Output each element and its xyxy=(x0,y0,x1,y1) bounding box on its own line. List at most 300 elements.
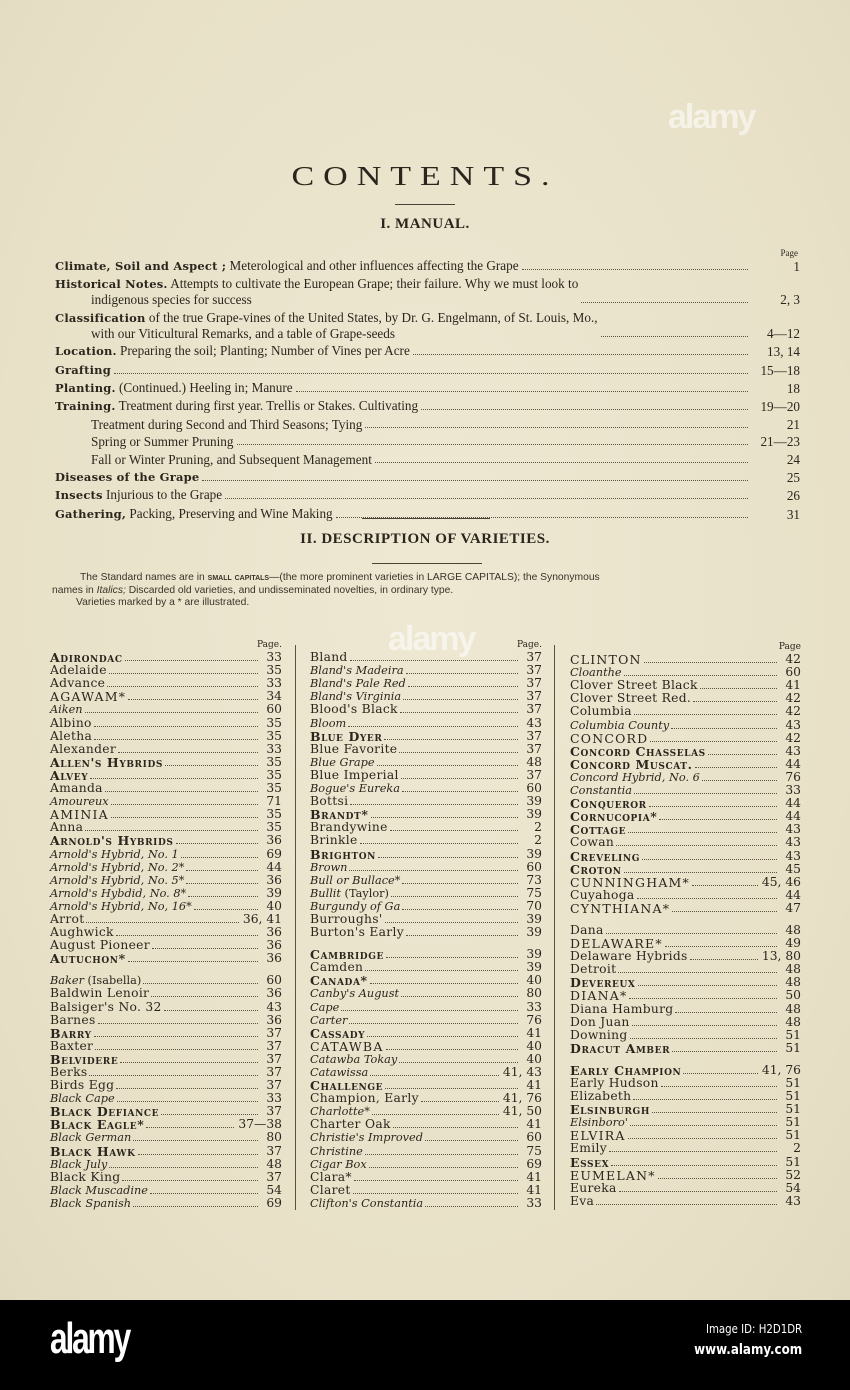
variety-name-text: Adelaide xyxy=(50,663,107,678)
variety-entry xyxy=(310,1118,542,1131)
variety-entry xyxy=(570,1103,801,1116)
variety-name-text: Concord Hybrid, No. 6 xyxy=(570,770,700,784)
variety-entry xyxy=(570,745,801,758)
variety-name xyxy=(310,987,399,1000)
variety-name xyxy=(570,732,648,745)
variety-name-suffix: (Taylor) xyxy=(340,886,389,900)
variety-name xyxy=(570,1116,628,1129)
dot-leader xyxy=(672,1051,777,1052)
dot-leader xyxy=(606,933,777,934)
toc-entry-page: 24 xyxy=(786,451,800,467)
variety-name xyxy=(570,1064,681,1077)
variety-entry xyxy=(50,847,282,860)
variety-name-text: Brandt* xyxy=(310,807,369,823)
variety-name xyxy=(50,861,184,874)
variety-page: 44 xyxy=(785,809,801,824)
variety-page: 41, 43 xyxy=(502,1065,542,1079)
variety-entry xyxy=(50,756,282,769)
variety-entry xyxy=(310,795,542,808)
variety-entry xyxy=(310,1171,542,1184)
variety-name-text: Black Cape xyxy=(50,1092,115,1106)
variety-name xyxy=(570,1142,607,1155)
variety-name-text: DELAWARE* xyxy=(570,936,663,952)
variety-entry xyxy=(570,771,801,784)
dot-leader xyxy=(150,1193,258,1194)
variety-name xyxy=(50,1197,131,1210)
variety-name xyxy=(50,703,83,716)
variety-name-text: Balsiger's No. 32 xyxy=(50,999,162,1014)
variety-entry xyxy=(50,974,282,987)
variety-page: 33 xyxy=(785,783,801,798)
variety-entry xyxy=(310,1014,542,1027)
variety-entry xyxy=(310,1131,542,1144)
variety-entry xyxy=(310,961,542,974)
variety-entry xyxy=(50,821,282,834)
dot-leader xyxy=(665,946,777,947)
toc-entry-text xyxy=(55,362,111,378)
toc-entry xyxy=(55,434,800,449)
variety-page: 73 xyxy=(526,872,542,887)
intro-text: small capitals xyxy=(207,572,270,583)
toc-entry-lead: Insects xyxy=(55,488,103,503)
variety-page: 41, 50 xyxy=(502,1104,542,1119)
intro-text: Varieties marked by a * are illustrated. xyxy=(76,597,250,608)
variety-page: 71 xyxy=(266,794,282,809)
variety-page: 51 xyxy=(785,1089,801,1104)
variety-page: 37 xyxy=(266,1051,282,1066)
variety-page: 50 xyxy=(785,988,801,1003)
dot-leader xyxy=(375,462,748,463)
variety-page: 52 xyxy=(785,1167,801,1182)
variety-page: 70 xyxy=(526,898,542,913)
dot-leader xyxy=(658,1178,777,1179)
toc-entry-desc: Meterological and other influences affecting the Grape xyxy=(226,258,519,273)
variety-name xyxy=(310,769,399,782)
variety-entry xyxy=(50,887,282,900)
variety-entry xyxy=(50,1171,282,1184)
dot-leader xyxy=(384,739,518,740)
dot-leader xyxy=(85,830,258,831)
variety-page: 51 xyxy=(785,1115,801,1130)
variety-name xyxy=(50,913,84,926)
variety-entry xyxy=(570,937,801,950)
column-divider xyxy=(295,645,296,1210)
toc-entry-page: 26 xyxy=(786,488,800,504)
variety-page: 43 xyxy=(785,1193,801,1208)
variety-name xyxy=(50,874,184,887)
dot-leader xyxy=(161,1114,258,1115)
variety-name xyxy=(310,756,375,769)
variety-entry xyxy=(50,808,282,821)
variety-page: 60 xyxy=(266,973,282,988)
variety-name-text: Early Champion xyxy=(570,1062,682,1078)
variety-name xyxy=(310,1158,367,1171)
variety-page: 2 xyxy=(793,1141,801,1156)
variety-name xyxy=(310,1079,383,1092)
variety-page: 37 xyxy=(526,663,542,678)
toc-entry-page: 25 xyxy=(786,469,800,485)
dot-leader xyxy=(402,791,518,792)
variety-name xyxy=(310,1105,370,1118)
variety-name-text: Arnold's Hybrid, No. 5* xyxy=(50,873,185,887)
dot-leader xyxy=(619,1191,777,1192)
variety-name-text: CYNTHIANA* xyxy=(570,900,671,916)
variety-entry xyxy=(570,692,801,705)
varieties-intro xyxy=(52,572,800,610)
variety-page: 2 xyxy=(534,820,542,835)
variety-name xyxy=(310,961,363,974)
dot-leader xyxy=(702,780,777,781)
variety-name xyxy=(310,1053,397,1066)
variety-page: 80 xyxy=(526,986,542,1001)
variety-entry xyxy=(310,703,542,716)
variety-name-text: Cloanthe xyxy=(570,666,622,680)
variety-page: 51 xyxy=(785,1102,801,1117)
dot-leader xyxy=(393,1127,518,1128)
variety-page: 51 xyxy=(785,1154,801,1169)
variety-name-text: AMINIA xyxy=(50,807,109,823)
dot-leader xyxy=(94,726,258,727)
variety-page: 39 xyxy=(526,807,542,822)
variety-name-text: AGAWAM* xyxy=(50,689,127,705)
variety-name xyxy=(570,1090,631,1103)
toc-entry-lead: Planting. xyxy=(55,380,116,395)
watermark: alamy xyxy=(668,98,755,136)
variety-name xyxy=(50,1066,87,1079)
dot-leader xyxy=(120,1062,258,1063)
variety-name xyxy=(50,987,149,1000)
dot-leader xyxy=(401,778,518,779)
toc-entry-lead: Location. xyxy=(55,344,117,359)
toc-entry-lead: Grafting xyxy=(55,362,111,377)
dot-leader xyxy=(152,948,258,949)
variety-name xyxy=(310,730,382,743)
toc-entry-page: 31 xyxy=(786,506,800,522)
variety-name xyxy=(570,937,663,950)
variety-name-text: Belvidere xyxy=(50,1051,119,1067)
dot-leader xyxy=(350,660,518,661)
varieties-column-1 xyxy=(50,640,282,1210)
variety-name xyxy=(570,810,657,823)
group-gap xyxy=(570,915,801,924)
toc-entry xyxy=(55,398,800,414)
variety-entry xyxy=(310,782,542,795)
variety-name xyxy=(310,948,384,961)
intro-text: Discarded old varieties, and undisseminated novelties, in ordinary type. xyxy=(125,584,454,596)
variety-page: 35 xyxy=(266,728,282,743)
variety-page: 54 xyxy=(266,1182,282,1197)
variety-entry xyxy=(50,743,282,756)
variety-entry xyxy=(310,730,542,743)
variety-name-text: Cigar Box xyxy=(310,1157,367,1171)
variety-name xyxy=(310,717,346,730)
variety-entry xyxy=(50,913,282,926)
variety-name-text: Aletha xyxy=(50,728,93,743)
intro-text: The Standard names are in xyxy=(80,572,205,583)
variety-name-text: Aughwick xyxy=(50,925,114,940)
watermark: alamy xyxy=(388,620,475,658)
dot-leader xyxy=(399,752,518,753)
dot-leader xyxy=(188,896,258,897)
variety-entry xyxy=(570,989,801,1002)
dot-leader xyxy=(89,1075,258,1076)
variety-page: 37 xyxy=(526,702,542,717)
variety-name xyxy=(570,719,669,732)
variety-page: 13, 80 xyxy=(761,949,801,964)
variety-page: 42 xyxy=(785,704,801,719)
dot-leader xyxy=(146,1127,234,1128)
variety-page: 39 xyxy=(526,960,542,975)
variety-name-text: Albino xyxy=(50,715,92,730)
variety-page: 48 xyxy=(785,1014,801,1029)
variety-name-text: Creveling xyxy=(570,848,640,864)
variety-name-text: Blue Grape xyxy=(310,755,375,769)
dot-leader xyxy=(601,336,748,337)
variety-entry xyxy=(50,795,282,808)
variety-name xyxy=(310,664,404,677)
toc-entry-text xyxy=(55,417,362,432)
dot-leader xyxy=(117,1101,258,1102)
variety-name-text: Concord Chasselas xyxy=(570,743,706,759)
toc-entry xyxy=(55,487,800,503)
variety-name xyxy=(570,1156,609,1169)
variety-page: 41, 76 xyxy=(502,1091,542,1106)
variety-name xyxy=(570,1195,594,1208)
dot-leader xyxy=(522,269,748,270)
dot-leader xyxy=(181,857,258,858)
variety-entry xyxy=(310,1197,542,1210)
variety-entry xyxy=(310,1027,542,1040)
dot-leader xyxy=(194,909,258,910)
variety-name-text: Bullit xyxy=(310,886,341,900)
dot-leader xyxy=(349,1023,518,1024)
variety-entry xyxy=(310,1066,542,1079)
dot-leader xyxy=(695,767,777,768)
dot-leader xyxy=(95,1049,258,1050)
variety-name xyxy=(50,782,103,795)
dot-leader xyxy=(425,1140,518,1141)
variety-entry xyxy=(50,677,282,690)
variety-name-text: Early Hudson xyxy=(570,1076,659,1090)
variety-page: 43 xyxy=(785,835,801,850)
variety-page: 39 xyxy=(526,911,542,926)
variety-page: 41 xyxy=(526,1182,542,1197)
variety-entry xyxy=(570,1195,801,1208)
variety-name-text: CONCORD xyxy=(570,730,649,746)
toc-entry-lead: Gathering, xyxy=(55,506,127,521)
dot-leader xyxy=(406,673,518,674)
variety-name xyxy=(310,848,376,861)
variety-entry xyxy=(570,950,801,963)
dot-leader xyxy=(370,1075,499,1076)
dot-leader xyxy=(176,843,259,844)
variety-page: 48 xyxy=(785,962,801,977)
variety-entry xyxy=(50,1184,282,1197)
variety-page: 47 xyxy=(785,900,801,915)
variety-name-text: Blue Imperial xyxy=(310,767,399,782)
dot-leader xyxy=(133,1206,258,1207)
variety-name-text: ELVIRA xyxy=(570,1128,626,1144)
varieties-column-2 xyxy=(310,640,542,1210)
variety-name xyxy=(50,848,179,861)
toc-entry-desc: Preparing the soil; Planting; Number of Vines per Acre xyxy=(116,343,410,359)
variety-name xyxy=(310,834,358,847)
variety-entry xyxy=(310,651,542,664)
dot-leader xyxy=(237,444,749,445)
dot-leader xyxy=(399,1062,518,1063)
variety-page: 39 xyxy=(266,885,282,900)
variety-page: 39 xyxy=(526,846,542,861)
toc-entry-text xyxy=(55,276,578,307)
dot-leader xyxy=(661,1086,777,1087)
dot-leader xyxy=(385,1088,518,1089)
variety-name-text: Essex xyxy=(570,1154,610,1170)
variety-entry xyxy=(50,1197,282,1210)
dot-leader xyxy=(111,804,258,805)
variety-entry xyxy=(50,874,282,887)
variety-page: 36 xyxy=(266,1012,282,1027)
dot-leader xyxy=(630,1125,777,1126)
variety-entry xyxy=(570,810,801,823)
page-column-label: Page. xyxy=(517,640,542,650)
dot-leader xyxy=(659,819,777,820)
dot-leader xyxy=(581,302,748,303)
variety-name xyxy=(570,876,690,889)
variety-name xyxy=(50,795,109,808)
toc-entry-desc: Fall or Winter Pruning, and Subsequent Management xyxy=(91,451,372,467)
variety-name xyxy=(570,976,636,989)
toc-entry xyxy=(55,258,800,274)
toc-entry xyxy=(55,380,800,396)
variety-name xyxy=(50,926,114,939)
variety-name xyxy=(50,939,150,952)
variety-name xyxy=(50,1079,114,1092)
variety-page: 40 xyxy=(266,898,282,913)
variety-entry xyxy=(570,1182,801,1195)
variety-name-text: Clara* xyxy=(310,1169,352,1184)
variety-name-text: Clifton's Constantia xyxy=(310,1196,424,1210)
variety-entry xyxy=(310,847,542,860)
variety-page: 60 xyxy=(526,781,542,796)
variety-page: 69 xyxy=(526,1156,542,1171)
variety-name xyxy=(310,782,400,795)
variety-name-text: Catawba Tokay xyxy=(310,1052,398,1066)
variety-name xyxy=(570,1029,628,1042)
manual-contents xyxy=(55,248,800,524)
dot-leader xyxy=(690,959,758,960)
variety-entry xyxy=(570,1029,801,1042)
variety-name-text: Burgundy of Ga xyxy=(310,899,401,913)
variety-entry xyxy=(310,1144,542,1157)
variety-name xyxy=(310,1184,351,1197)
variety-page: 69 xyxy=(266,846,282,861)
dot-leader xyxy=(618,972,777,973)
variety-page: 41, 76 xyxy=(761,1062,801,1077)
varieties-column-3 xyxy=(570,642,801,1208)
variety-name-text: Croton xyxy=(570,861,622,877)
manual-heading: I. MANUAL. xyxy=(380,216,470,232)
toc-entry-page: 19—20 xyxy=(760,399,800,415)
variety-name xyxy=(570,989,627,1002)
dot-leader xyxy=(649,806,777,807)
variety-name-text: Dana xyxy=(570,922,604,937)
variety-name xyxy=(50,769,88,782)
variety-name xyxy=(570,666,622,679)
dot-leader xyxy=(360,843,518,844)
variety-name xyxy=(50,1145,136,1158)
variety-name-text: Elsinboro' xyxy=(570,1116,628,1130)
variety-page: 76 xyxy=(526,1012,542,1027)
variety-page: 33 xyxy=(526,1195,542,1210)
variety-name xyxy=(310,1145,363,1158)
variety-name xyxy=(310,1027,365,1040)
variety-entry xyxy=(310,677,542,690)
variety-entry xyxy=(310,664,542,677)
dot-leader xyxy=(634,793,777,794)
variety-name-text: Advance xyxy=(50,676,106,691)
toc-entry-page: 1 xyxy=(793,259,800,274)
variety-name xyxy=(50,690,126,703)
variety-name xyxy=(50,1027,92,1040)
variety-entry xyxy=(50,952,282,965)
variety-name-text: Black July xyxy=(50,1157,108,1171)
variety-page: 37 xyxy=(266,1143,282,1158)
dot-leader xyxy=(105,791,258,792)
variety-name xyxy=(50,1131,131,1144)
variety-name-text: Conqueror xyxy=(570,796,647,812)
dot-leader xyxy=(642,859,777,860)
dot-leader xyxy=(413,354,748,355)
variety-name-text: DIANA* xyxy=(570,988,628,1004)
variety-entry xyxy=(310,834,542,847)
variety-name-text: Bland xyxy=(310,650,348,665)
alamy-logo: alamy xyxy=(50,1314,130,1363)
variety-page: 40 xyxy=(526,1038,542,1053)
variety-entry xyxy=(570,1169,801,1182)
variety-name-text: Aiken xyxy=(50,703,83,717)
dot-leader xyxy=(354,1180,518,1181)
variety-name-text: Constantia xyxy=(570,784,632,798)
dot-leader xyxy=(341,1010,518,1011)
dot-leader xyxy=(143,983,258,984)
variety-name xyxy=(310,1014,347,1027)
variety-entry xyxy=(310,808,542,821)
variety-page: 60 xyxy=(526,859,542,874)
variety-name-text: Blood's Black xyxy=(310,702,398,717)
toc-entry xyxy=(55,506,800,522)
variety-page: 43 xyxy=(785,743,801,758)
dot-leader xyxy=(401,996,518,997)
variety-entry xyxy=(570,836,801,849)
variety-entry xyxy=(50,651,282,664)
variety-page: 37 xyxy=(526,676,542,691)
divider xyxy=(362,518,490,519)
toc-entry xyxy=(55,362,800,378)
variety-page: 60 xyxy=(785,665,801,680)
variety-name-text: Cornucopia* xyxy=(570,809,658,825)
variety-name xyxy=(50,1040,93,1053)
variety-name xyxy=(310,874,400,887)
dot-leader xyxy=(372,1114,499,1115)
variety-page: 48 xyxy=(785,975,801,990)
variety-name-text: Cambridge xyxy=(310,947,384,963)
dot-leader xyxy=(349,870,518,871)
dot-leader xyxy=(378,857,518,858)
toc-entry-continuation: with our Viticultural Remarks, and a table of Grape-seeds xyxy=(91,325,396,341)
variety-name-text: Brandywine xyxy=(310,820,388,835)
variety-page: 37 xyxy=(266,1038,282,1053)
variety-name xyxy=(50,743,116,756)
